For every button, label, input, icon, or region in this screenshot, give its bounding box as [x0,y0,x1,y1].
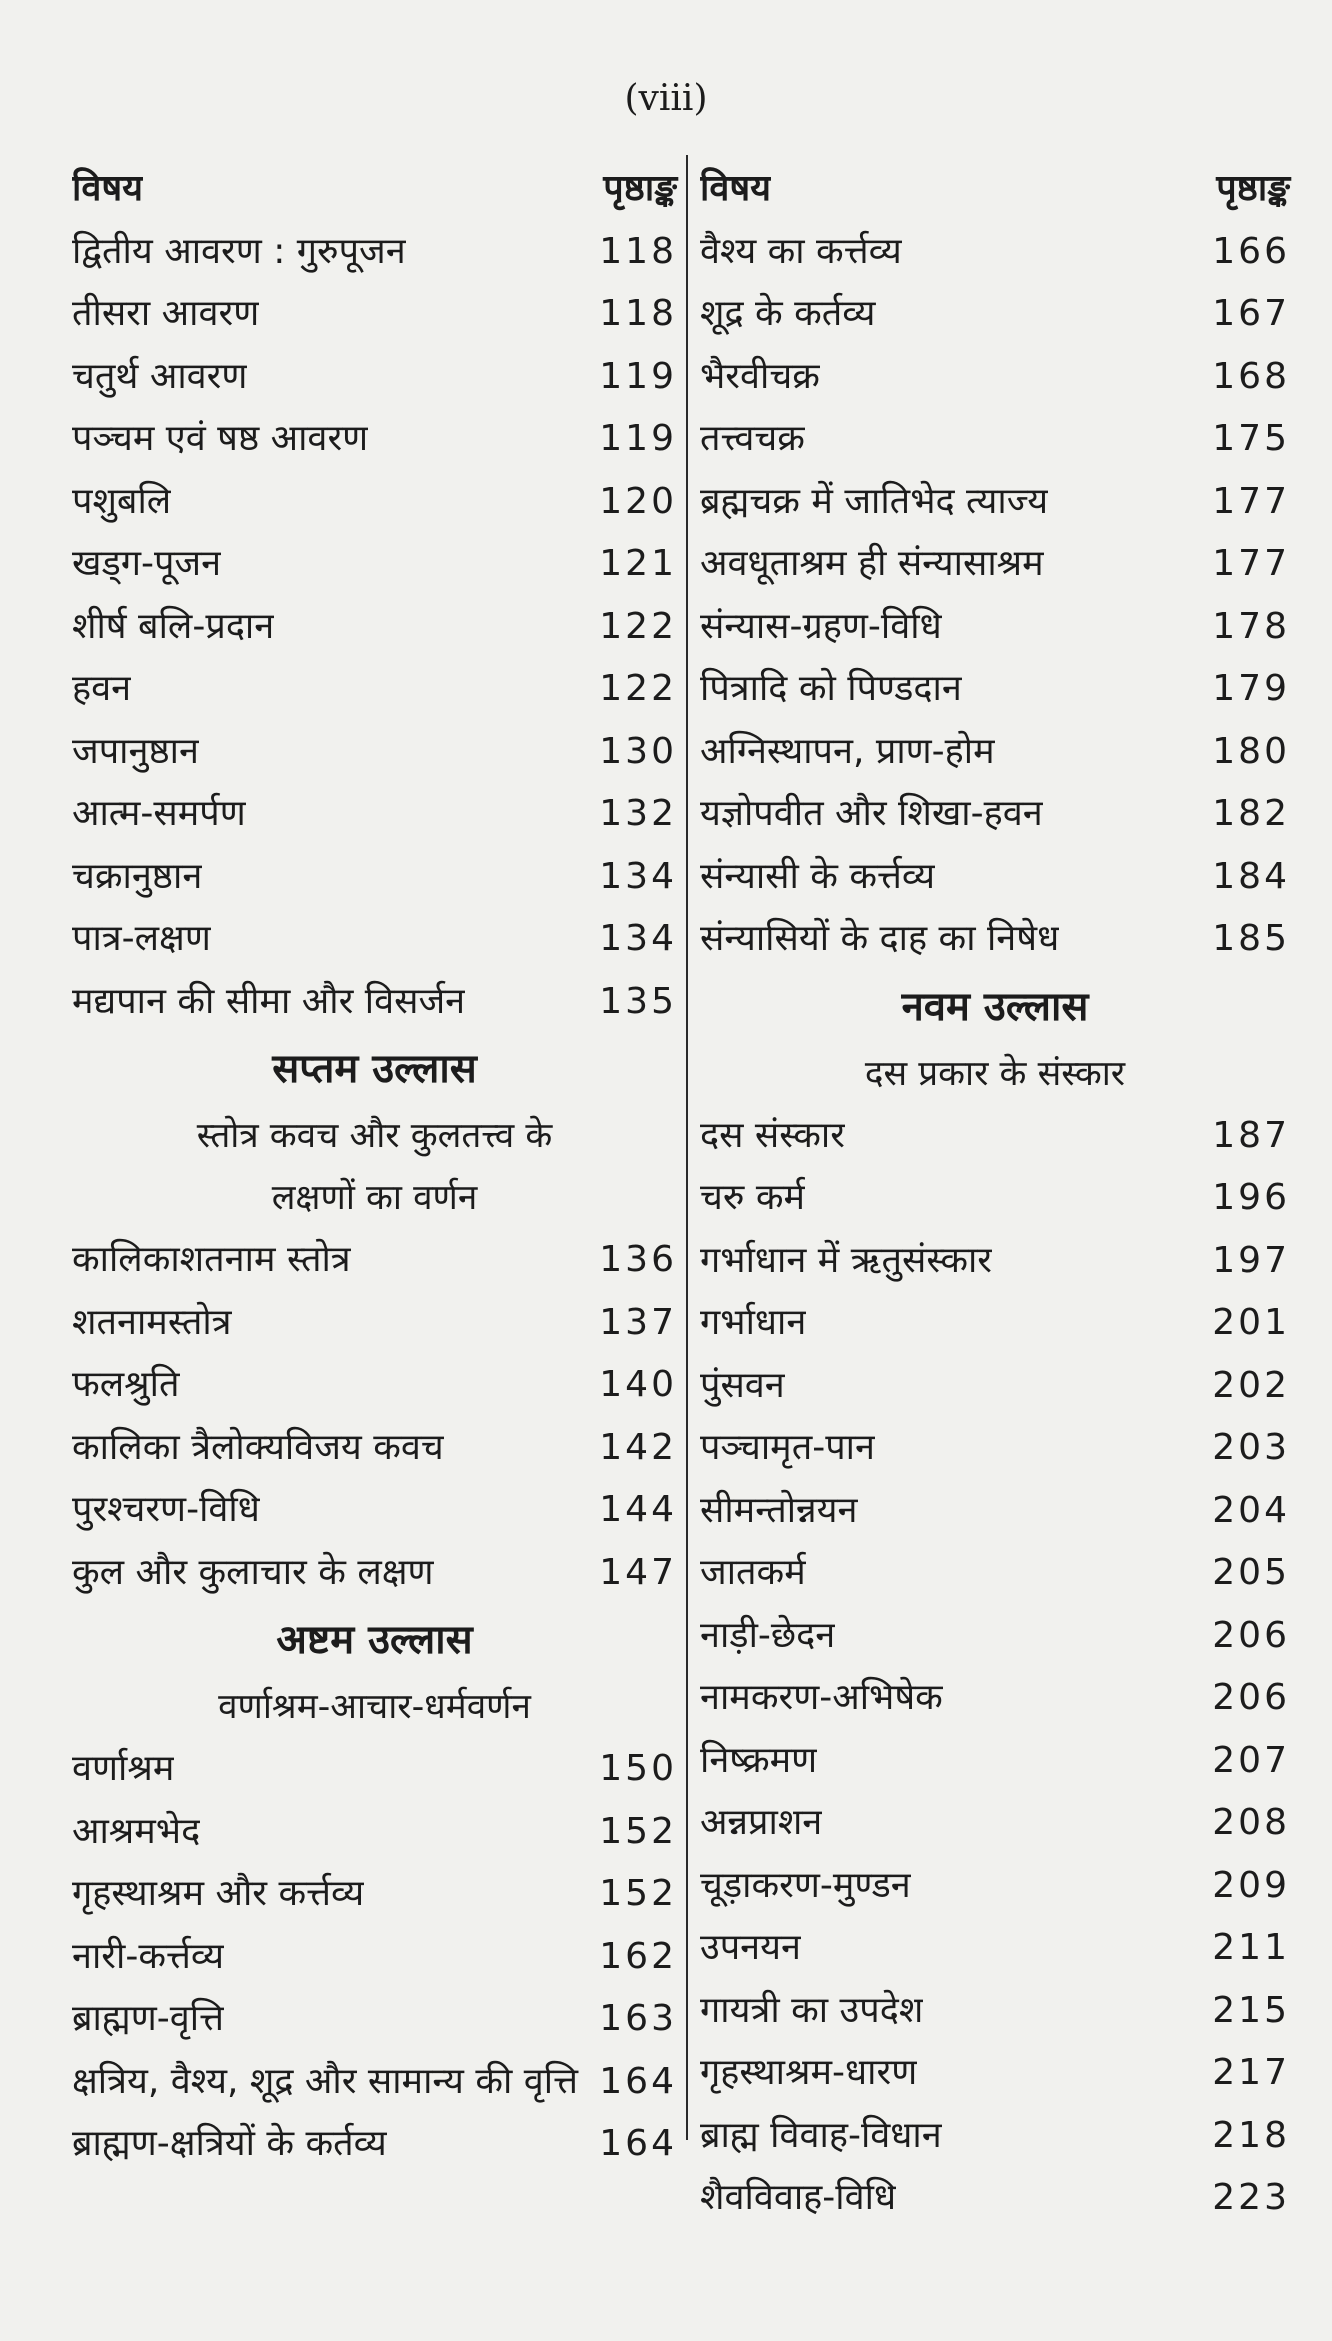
toc-entry-title: नामकरण-अभिषेक [700,1677,943,1718]
toc-entry-title: शैवविवाह-विधि [700,2177,897,2218]
toc-entry-title: द्वितीय आवरण : गुरुपूजन [72,230,406,272]
toc-entry [72,533,677,596]
toc-entry-title: खड्ग-पूजन [72,543,222,584]
toc-entry-title: दस संस्कार [700,1114,845,1156]
toc-entry-page: 184 [1212,855,1290,897]
toc-entry-page: 218 [1212,2114,1290,2156]
toc-entry-page: 168 [1212,355,1290,397]
toc-entry-page: 163 [599,1998,677,2039]
toc-entry-title: सीमन्तोन्नयन [700,1489,858,1531]
toc-entry-title: ब्राह्मण-वृत्ति [72,1998,224,2039]
toc-entry-page: 119 [599,418,677,459]
toc-entry [700,533,1290,596]
toc-entry-page: 203 [1212,1427,1290,1468]
page-number: (viii) [624,78,708,119]
section-heading-7: सप्तम उल्लास [272,1046,477,1092]
toc-entry-page: 142 [599,1426,677,1468]
toc-entry-title: गर्भाधान में ऋतुसंस्कार [700,1239,993,1281]
toc-entry-title: कुल और कुलाचार के लक्षण [72,1551,434,1593]
toc-entry-page: 144 [599,1489,677,1530]
toc-entry-page: 187 [1212,1114,1290,1156]
toc-entry-page: 140 [599,1364,677,1405]
toc-entry-page: 209 [1212,1864,1290,1906]
toc-entry [700,283,1290,346]
toc-entry-page: 135 [599,980,677,1022]
toc-entry-page: 202 [1212,1364,1290,1406]
toc-entry-title: संन्यासियों के दाह का निषेध [700,918,1060,959]
toc-entry [700,2167,1290,2230]
toc-entry [700,1792,1290,1855]
toc-entry [700,1292,1290,1355]
toc-entry [700,2105,1290,2168]
left-column-header [72,158,677,221]
section-subtitle-7-line2: लक्षणों का वर्णन [271,1178,478,1218]
toc-entry [700,1167,1290,1230]
toc-entry-title: पुंसवन [700,1364,785,1406]
toc-entry [72,346,677,409]
toc-entry [700,1605,1290,1668]
toc-entry [72,1229,677,1292]
toc-entry [700,1855,1290,1918]
toc-entry [72,221,677,284]
toc-entry [700,1480,1290,1543]
page-heading: पृष्ठाङ्क [1216,168,1290,209]
toc-list-left-b [72,1229,677,1604]
toc-entry-page: 175 [1212,418,1290,459]
toc-entry [700,471,1290,534]
toc-entry-page: 177 [1212,480,1290,522]
toc-entry-title: कालिका त्रैलोक्यविजय कवच [72,1426,444,1468]
toc-entry-page: 217 [1212,2052,1290,2093]
toc-entry-title: नाड़ी-छेदन [700,1614,836,1656]
toc-entry-title: गायत्री का उपदेश [700,1989,924,2031]
toc-entry [72,1863,677,1926]
toc-entry-page: 150 [599,1748,677,1789]
toc-entry-title: ब्रह्मचक्र में जातिभेद त्याज्य [700,480,1049,522]
toc-entry-page: 211 [1212,1927,1290,1968]
right-column-header [700,158,1290,221]
toc-entry-page: 215 [1212,1989,1290,2031]
toc-entry-page: 185 [1212,918,1290,959]
toc-entry-title: गृहस्थाश्रम-धारण [700,2052,918,2093]
toc-entry [700,1667,1290,1730]
right-column [700,158,1290,2230]
toc-entry [72,1292,677,1355]
toc-list-right-a [700,221,1290,971]
toc-entry [72,1354,677,1417]
toc-entry-title: चतुर्थ आवरण [72,355,248,397]
toc-entry [72,658,677,721]
toc-entry [700,2042,1290,2105]
section-subtitle-7-line1: स्तोत्र कवच और कुलतत्त्व के [196,1116,553,1156]
toc-entry [700,221,1290,284]
toc-entry-title: चरु कर्म [700,1177,806,1218]
toc-entry [72,408,677,471]
toc-entry-page: 152 [599,1873,677,1914]
toc-list-left-a [72,221,677,1034]
toc-entry-page: 132 [599,793,677,834]
toc-entry-title: चूड़ाकरण-मुण्डन [700,1864,911,1906]
toc-entry-page: 223 [1212,2177,1290,2218]
toc-entry-page: 179 [1212,668,1290,709]
section-subtitle-8: वर्णाश्रम-आचार-धर्मवर्णन [218,1687,531,1727]
toc-entry-page: 136 [599,1239,677,1280]
toc-entry-page: 137 [599,1301,677,1343]
toc-entry-title: हवन [72,668,132,709]
toc-entry-page: 204 [1212,1489,1290,1531]
toc-entry-page: 167 [1212,293,1290,334]
toc-entry-page: 180 [1212,730,1290,772]
toc-entry [72,596,677,659]
toc-entry-title: वर्णाश्रम [72,1748,175,1789]
column-divider [686,155,688,2140]
toc-entry [72,846,677,909]
toc-entry-title: पञ्चम एवं षष्ठ आवरण [72,418,369,459]
toc-entry-page: 134 [599,855,677,897]
toc-entry-title: उपनयन [700,1927,802,1968]
toc-entry [700,346,1290,409]
toc-entry-title: फलश्रुति [72,1364,180,1405]
toc-entry [72,2113,677,2176]
toc-entry-title: ब्राह्म विवाह-विधान [700,2114,942,2156]
toc-entry [700,783,1290,846]
toc-entry-title: संन्यासी के कर्त्तव्य [700,855,936,897]
toc-entry-page: 201 [1212,1302,1290,1343]
toc-entry [72,783,677,846]
toc-entry-page: 147 [599,1551,677,1593]
toc-entry-title: तीसरा आवरण [72,293,260,334]
toc-entry-page: 118 [599,230,677,272]
toc-entry-page: 177 [1212,543,1290,584]
toc-entry-page: 197 [1212,1239,1290,1281]
toc-entry-page: 206 [1212,1614,1290,1656]
toc-entry [700,1730,1290,1793]
toc-entry-page: 152 [599,1810,677,1852]
toc-entry-page: 196 [1212,1177,1290,1218]
toc-entry-title: ब्राह्मण-क्षत्रियों के कर्तव्य [72,2122,387,2164]
toc-entry-title: शूद्र के कर्तव्य [700,293,876,334]
left-column [72,158,677,2175]
toc-entry [700,1417,1290,1480]
toc-entry-page: 162 [599,1935,677,1977]
toc-entry-title: गर्भाधान [700,1302,807,1343]
subject-heading: विषय [700,168,772,209]
toc-entry [700,846,1290,909]
toc-entry-title: जातकर्म [700,1552,806,1593]
section-heading-8: अष्टम उल्लास [276,1617,473,1663]
toc-list-left-c [72,1738,677,2051]
toc-entry-page: 205 [1212,1552,1290,1593]
toc-entry-page: 208 [1212,1802,1290,1843]
toc-entry-title: अग्निस्थापन, प्राण-होम [700,730,995,772]
toc-entry [700,1917,1290,1980]
toc-entry-title: अन्नप्राशन [700,1802,823,1843]
toc-entry-title: पात्र-लक्षण [72,918,211,959]
toc-entry [72,721,677,784]
toc-entry-page: 121 [599,543,677,584]
toc-entry [700,408,1290,471]
toc-entry [72,1542,677,1605]
section-subtitle-9: दस प्रकार के संस्कार [864,1053,1126,1094]
toc-entry-title: भैरवीचक्र [700,355,820,397]
toc-entry-page: 207 [1212,1739,1290,1781]
toc-entry [700,721,1290,784]
toc-entry-page: 164 [599,2060,677,2102]
toc-entry [72,1801,677,1864]
toc-entry-title: पुरश्चरण-विधि [72,1489,260,1530]
toc-entry [700,908,1290,971]
toc-entry [700,1542,1290,1605]
toc-list-right-b [700,1105,1290,2230]
toc-entry-title: निष्क्रमण [700,1739,818,1781]
toc-entry-page: 134 [599,918,677,959]
toc-entry-title: आत्म-समर्पण [72,793,246,834]
toc-entry-title: तत्त्वचक्र [700,418,805,459]
toc-entry-title: मद्यपान की सीमा और विसर्जन [72,980,466,1022]
toc-entry-page: 120 [599,480,677,522]
toc-entry-wrapped [72,2051,677,2113]
toc-entry [72,908,677,971]
section-heading-9: नवम उल्लास [901,983,1089,1030]
toc-entry-page: 130 [599,730,677,772]
toc-entry-page: 164 [599,2122,677,2164]
toc-entry-title: शीर्ष बलि-प्रदान [72,605,275,647]
toc-entry-title: जपानुष्ठान [72,730,199,772]
toc-entry-page: 206 [1212,1677,1290,1718]
toc-entry [72,283,677,346]
toc-entry-title: पशुबलि [72,480,172,522]
toc-entry-title: आश्रमभेद [72,1810,201,1852]
toc-entry-title: पित्रादि को पिण्डदान [700,668,962,709]
toc-entry-title: चक्रानुष्ठान [72,855,203,897]
toc-entry [72,1738,677,1801]
toc-entry [700,1230,1290,1293]
toc-entry [72,971,677,1034]
toc-entry [72,1417,677,1480]
toc-entry-page: 118 [599,293,677,334]
toc-entry-title: यज्ञोपवीत और शिखा-हवन [700,793,1043,834]
toc-entry-title: क्षत्रिय, वैश्य, शूद्र और सामान्य की वृत्ति [72,2060,578,2102]
toc-entry-title: पञ्चामृत-पान [700,1427,875,1468]
toc-entry-page: 178 [1212,605,1290,647]
page-heading: पृष्ठाङ्क [603,168,677,209]
toc-entry [700,596,1290,659]
toc-entry [72,1926,677,1989]
toc-entry-title: अवधूताश्रम ही संन्यासाश्रम [700,543,1044,584]
toc-entry-title: संन्यास-ग्रहण-विधि [700,605,942,647]
toc-entry [72,1479,677,1542]
toc-entry-title: शतनामस्तोत्र [72,1301,232,1343]
toc-entry-title: वैश्य का कर्त्तव्य [700,230,902,272]
toc-entry-page: 119 [599,355,677,397]
toc-entry [700,1980,1290,2043]
toc-entry [700,658,1290,721]
toc-entry-page: 122 [599,668,677,709]
subject-heading: विषय [72,168,144,209]
toc-entry [72,471,677,534]
toc-entry-page: 182 [1212,793,1290,834]
toc-entry [72,1988,677,2051]
toc-entry-title: नारी-कर्त्तव्य [72,1935,225,1977]
toc-list-left-d [72,2113,677,2176]
toc-entry [700,1355,1290,1418]
toc-entry-page: 122 [599,605,677,647]
toc-entry-page: 166 [1212,230,1290,272]
toc-entry-title: कालिकाशतनाम स्तोत्र [72,1239,351,1280]
toc-entry-title: गृहस्थाश्रम और कर्त्तव्य [72,1873,365,1914]
toc-entry [700,1105,1290,1168]
